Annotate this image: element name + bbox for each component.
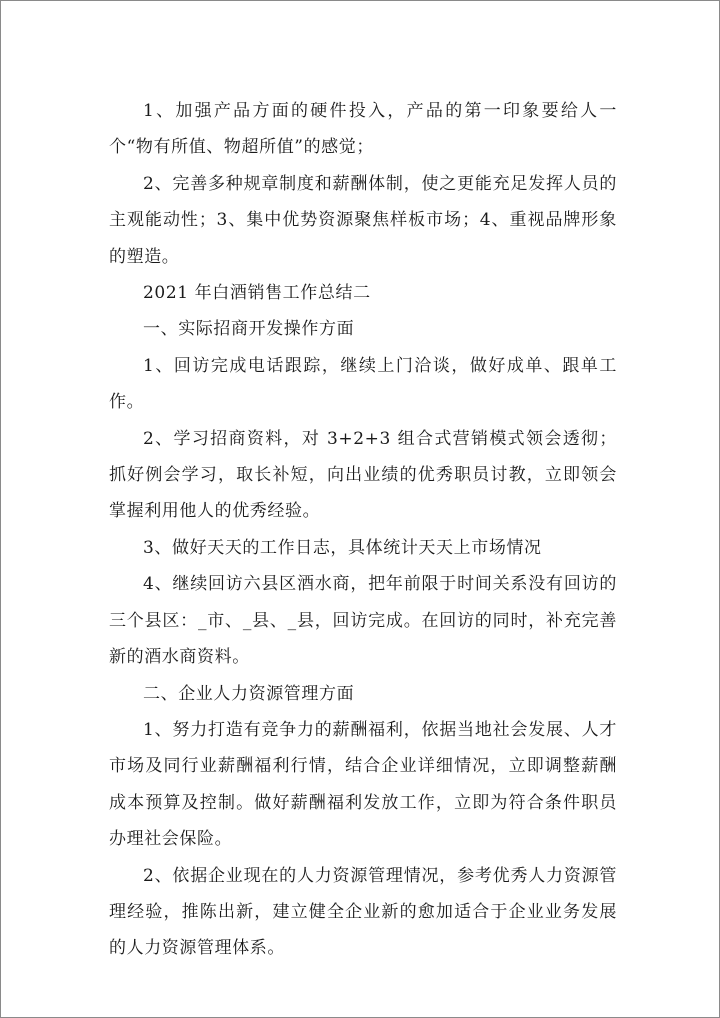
paragraph: 3、做好天天的工作日志，具体统计天天上市场情况 <box>143 537 542 558</box>
section-heading: 一、实际招商开发操作方面 <box>143 319 355 340</box>
section-title: 2021 年白酒销售工作总结二 <box>143 283 371 304</box>
paragraph: 1、回访完成电话跟踪，继续上门洽谈，做好成单、跟单工作。 <box>109 355 617 413</box>
paragraph: 2、依据企业现在的人力资源管理情况，参考优秀人力资源管理经验，推陈出新，建立健全企业新的愈加适合于企业业务发展的人力资源管理体系。 <box>109 865 617 959</box>
paragraph: 1、加强产品方面的硬件投入，产品的第一印象要给人一个“物有所值、物超所值”的感觉； <box>109 101 617 158</box>
document-body <box>109 93 617 967</box>
paragraph: 2、完善多种规章制度和薪酬体制，使之更能充足发挥人员的主观能动性；3、集中优势资源聚焦样板市场；4、重视品牌形象的塑造。 <box>109 173 617 267</box>
section-heading: 二、企业人力资源管理方面 <box>143 683 355 704</box>
paragraph: 2、学习招商资料，对 3+2+3 组合式营销模式领会透彻；抓好例会学习，取长补短，向出业绩的优秀职员讨教，立即领会掌握利用他人的优秀经验。 <box>109 428 617 522</box>
paragraph: 4、继续回访六县区酒水商，把年前限于时间关系没有回访的三个县区：_市、_县、_县，回访完成。在回访的同时，补充完善新的酒水商资料。 <box>109 574 617 668</box>
paragraph: 1、努力打造有竞争力的薪酬福利，依据当地社会发展、人才市场及同行业薪酬福利行情，结合企业详细情况，立即调整薪酬成本预算及控制。做好薪酬福利发放工作，立即为符合条件职员办理社会保险。 <box>109 719 617 850</box>
